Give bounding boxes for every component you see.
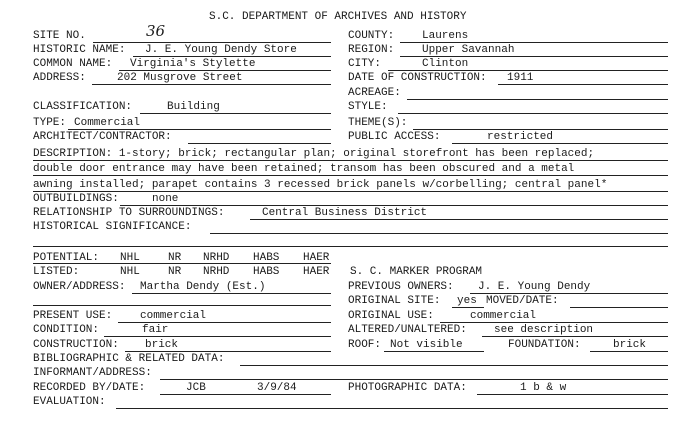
- city-line: [388, 70, 668, 71]
- relationship-line: [250, 219, 668, 220]
- significance-line-2: [33, 246, 668, 247]
- roof-line: [384, 351, 484, 352]
- region-label: REGION:: [348, 44, 395, 56]
- city-value: Clinton: [422, 58, 469, 70]
- outbuildings-label: OUTBUILDINGS:: [33, 193, 119, 205]
- significance-line-1: [210, 233, 668, 234]
- date-line: [498, 84, 668, 85]
- county-value: Laurens: [422, 30, 469, 42]
- significance-label: HISTORICAL SIGNIFICANCE:: [33, 221, 192, 233]
- county-line: [400, 42, 668, 43]
- evaluation-line: [116, 408, 668, 409]
- architect-line: [188, 143, 331, 144]
- access-label: PUBLIC ACCESS:: [348, 131, 441, 143]
- classification-line: [140, 113, 331, 114]
- recorded-date-value: 3/9/84: [257, 382, 297, 394]
- original-site-label: ORIGINAL SITE:: [348, 295, 441, 307]
- theme-label: THEME(S):: [348, 117, 408, 129]
- common-name-label: COMMON NAME:: [33, 58, 113, 70]
- classification-value: Building: [167, 101, 220, 113]
- recorded-by-value: JCB: [186, 382, 206, 394]
- site-no-value: 36: [146, 22, 166, 40]
- present-use-line: [118, 322, 331, 323]
- address-value: 202 Musgrove Street: [117, 72, 243, 84]
- roof-value: Not visible: [390, 339, 463, 351]
- previous-owners-value: J. E. Young Dendy: [478, 281, 591, 293]
- acreage-label: ACREAGE:: [348, 87, 401, 99]
- type-label: TYPE:: [33, 117, 67, 129]
- original-site-value: yes: [457, 295, 477, 307]
- style-line: [398, 113, 668, 114]
- theme-line: [413, 129, 668, 130]
- description-line-3: awning installed; parapet contains 3 recessed brick panels w/corbelling; central panel*: [33, 179, 608, 191]
- relationship-value: Central Business District: [262, 207, 428, 219]
- altered-label: ALTERED/UNALTERED:: [348, 324, 467, 336]
- construction-value: brick: [145, 339, 179, 351]
- potential-nrhd: NRHD: [203, 252, 230, 264]
- bibliographic-line: [240, 365, 668, 366]
- region-line: [400, 56, 668, 57]
- address-label: ADDRESS:: [33, 72, 86, 84]
- moved-date-label: MOVED/DATE:: [486, 295, 559, 307]
- foundation-value: brick: [613, 339, 647, 351]
- description-rule-3: [33, 191, 668, 192]
- photographic-label: PHOTOGRAPHIC DATA:: [348, 382, 467, 394]
- historic-name-line: [133, 56, 331, 57]
- listed-nrhd: NRHD: [203, 266, 230, 278]
- description-line-1: DESCRIPTION: 1-story; brick; rectangular plan; original storefront has been replaced;: [33, 148, 595, 160]
- roof-label: ROOF:: [348, 339, 382, 351]
- previous-owners-label: PREVIOUS OWNERS:: [348, 281, 454, 293]
- condition-line: [104, 336, 331, 337]
- altered-line: [482, 336, 668, 337]
- acreage-line: [407, 99, 668, 100]
- original-use-line: [440, 322, 668, 323]
- form-title: S.C. DEPARTMENT OF ARCHIVES AND HISTORY: [209, 11, 467, 23]
- owner-value: Martha Dendy (Est.): [140, 281, 266, 293]
- site-no-label: SITE NO.: [33, 30, 86, 42]
- foundation-label: FOUNDATION:: [508, 339, 581, 351]
- listed-nr: NR: [168, 266, 182, 278]
- potential-habs: HABS: [253, 252, 280, 264]
- original-site-line: [452, 307, 484, 308]
- informant-line: [160, 379, 668, 380]
- style-label: STYLE:: [348, 101, 388, 113]
- owner-line-1: [132, 293, 331, 294]
- recorded-label: RECORDED BY/DATE:: [33, 382, 146, 394]
- listed-haer: HAER: [303, 266, 330, 278]
- access-line: [452, 143, 668, 144]
- potential-haer: HAER: [303, 252, 330, 264]
- marker-program-label: S. C. MARKER PROGRAM: [350, 266, 483, 278]
- owner-line-2: [33, 305, 331, 306]
- evaluation-label: EVALUATION:: [33, 396, 106, 408]
- site-no-line: [93, 42, 331, 43]
- common-name-line: [119, 70, 331, 71]
- present-use-label: PRESENT USE:: [33, 310, 113, 322]
- county-label: COUNTY:: [348, 30, 395, 42]
- historic-name-label: HISTORIC NAME:: [33, 44, 126, 56]
- condition-label: CONDITION:: [33, 324, 100, 336]
- photographic-value: 1 b & w: [520, 382, 567, 394]
- listed-nhl: NHL: [120, 266, 140, 278]
- date-label: DATE OF CONSTRUCTION:: [348, 72, 487, 84]
- listed-label: LISTED:: [33, 266, 80, 278]
- altered-value: see description: [494, 324, 594, 336]
- potential-nhl: NHL: [120, 252, 140, 264]
- address-line: [92, 84, 331, 85]
- informant-label: INFORMANT/ADDRESS:: [33, 367, 152, 379]
- description-rule-2: [33, 175, 668, 176]
- description-rule-1: [33, 160, 668, 161]
- access-value: restricted: [487, 131, 554, 143]
- type-value: Commercial: [74, 117, 141, 129]
- moved-date-line: [570, 307, 668, 308]
- city-label: CITY:: [348, 58, 382, 70]
- photographic-line: [477, 394, 668, 395]
- listed-habs: HABS: [253, 266, 280, 278]
- original-use-value: commercial: [470, 310, 537, 322]
- previous-owners-line: [470, 293, 668, 294]
- bibliographic-label: BIBLIOGRAPHIC & RELATED DATA:: [33, 353, 225, 365]
- condition-value: fair: [142, 324, 169, 336]
- type-line: [68, 129, 331, 130]
- region-value: Upper Savannah: [422, 44, 515, 56]
- potential-line: [33, 263, 331, 264]
- potential-nr: NR: [168, 252, 182, 264]
- construction-line: [125, 351, 331, 352]
- relationship-label: RELATIONSHIP TO SURROUNDINGS:: [33, 207, 225, 219]
- potential-label: POTENTIAL:: [33, 252, 100, 264]
- foundation-line: [590, 351, 668, 352]
- construction-label: CONSTRUCTION:: [33, 339, 119, 351]
- outbuildings-value: none: [152, 193, 179, 205]
- common-name-value: Virginia's Stylette: [130, 58, 256, 70]
- date-value: 1911: [507, 72, 534, 84]
- description-line-2: double door entrance may have been retained; transom has been obscured and a metal: [33, 163, 575, 175]
- present-use-value: commercial: [140, 310, 207, 322]
- historic-name-value: J. E. Young Dendy Store: [145, 44, 297, 56]
- outbuildings-line: [120, 205, 668, 206]
- architect-label: ARCHITECT/CONTRACTOR:: [33, 131, 172, 143]
- classification-label: CLASSIFICATION:: [33, 101, 133, 113]
- recorded-line: [160, 394, 331, 395]
- owner-label: OWNER/ADDRESS:: [33, 281, 126, 293]
- original-use-label: ORIGINAL USE:: [348, 310, 434, 322]
